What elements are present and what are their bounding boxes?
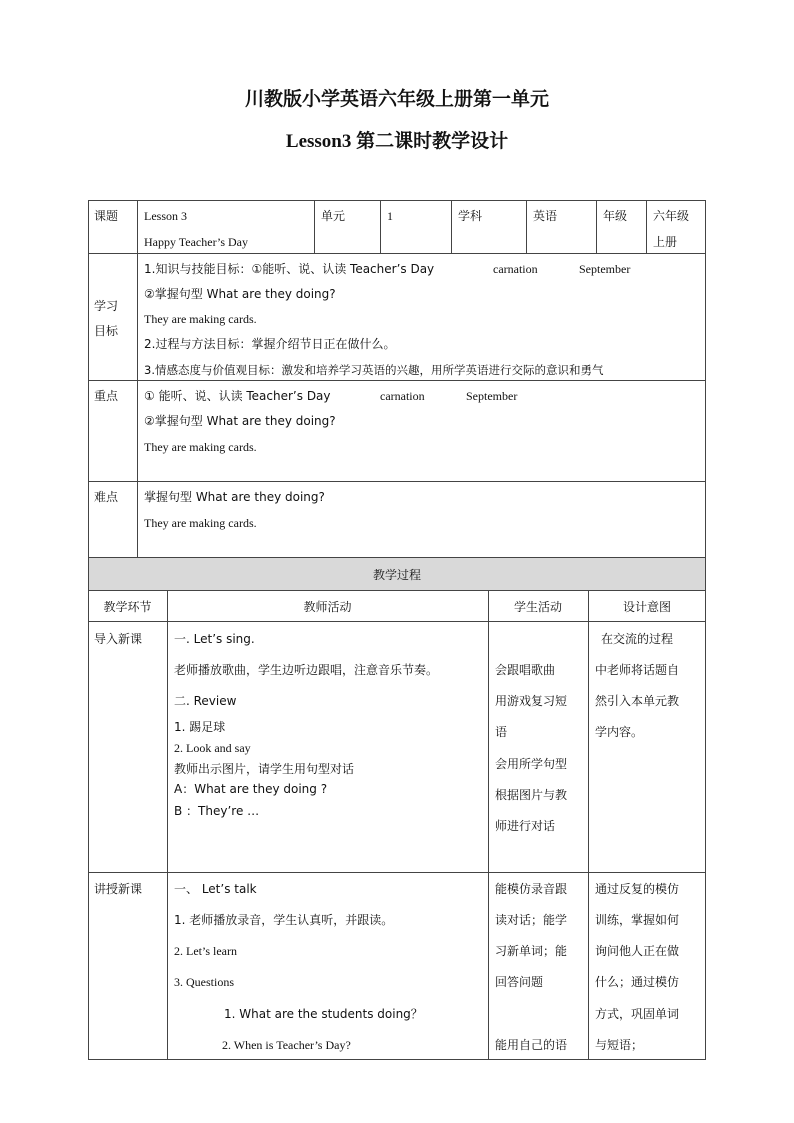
- key-points-label: 重点: [94, 389, 119, 403]
- stage2-student-line: 读对话；能学: [495, 913, 568, 927]
- objectives-line2: ②掌握句型 What are they doing?: [144, 287, 336, 301]
- difficult-points-line2: They are making cards.: [144, 516, 257, 530]
- stage1-student-line: 会跟唱歌曲: [495, 663, 556, 677]
- stage1-student-line: 会用所学句型: [495, 757, 568, 771]
- column-teacher-activity: 教师活动: [303, 600, 352, 614]
- stage2-teacher-line: 3. Questions: [174, 975, 234, 989]
- subject-label: 学科: [458, 209, 483, 223]
- stage1-intent-line: 学内容。: [595, 725, 644, 739]
- stage2-name: 讲授新课: [94, 882, 143, 896]
- document-subtitle: Lesson3 第二课时教学设计: [285, 131, 509, 152]
- stage2-teacher-line: 2. Let’s learn: [174, 944, 237, 958]
- column-design-intent: 设计意图: [622, 600, 671, 614]
- stage2-intent-line: 训练，掌握如何: [595, 913, 680, 927]
- stage1-name: 导入新课: [94, 632, 143, 646]
- course-label: 课题: [94, 209, 119, 223]
- stage2-student-line: 能用自己的语: [495, 1038, 568, 1052]
- grade-label: 年级: [603, 209, 628, 223]
- stage2-teacher-line: 1. 老师播放录音，学生认真听，并跟读。: [174, 913, 394, 927]
- objectives-line1-september: September: [579, 262, 631, 276]
- stage2-teacher-line: 一、 Let’s talk: [174, 882, 257, 896]
- stage2-student-line: 习新单词；能: [495, 944, 568, 958]
- course-name-line2: Happy Teacher’s Day: [144, 235, 249, 249]
- difficult-points-line1: 掌握句型 What are they doing?: [144, 490, 325, 504]
- key-points-line1-carnation: carnation: [380, 389, 425, 403]
- grade-value-line1: 六年级: [653, 209, 690, 223]
- stage1-student-line: 语: [495, 725, 508, 739]
- stage1-teacher-line: 老师播放歌曲，学生边听边跟唱，注意音乐节奏。: [174, 663, 439, 677]
- stage1-teacher-line: A：What are they doing ?: [174, 782, 328, 796]
- objectives-line3: They are making cards.: [144, 312, 257, 326]
- key-points-line3: They are making cards.: [144, 440, 257, 454]
- stage2-intent-line: 什么；通过模仿: [595, 975, 680, 989]
- subject-value: 英语: [533, 209, 558, 223]
- stage2-student-line: 回答问题: [495, 975, 544, 989]
- objectives-line4: 2.过程与方法目标：掌握介绍节日正在做什么。: [144, 337, 396, 351]
- grade-value-line2: 上册: [653, 235, 678, 249]
- stage1-teacher-line: B ：They’re …: [174, 804, 260, 818]
- stage2-teacher-line: 1. What are the students doing？: [224, 1007, 423, 1021]
- stage2-intent-line: 通过反复的模仿: [595, 882, 680, 896]
- objectives-line1-carnation: carnation: [493, 262, 538, 276]
- key-points-line1: ① 能听、说、认读 Teacher’s Day: [144, 389, 331, 403]
- objectives-label-line2: 目标: [94, 324, 119, 338]
- stage2-intent-line: 询问他人正在做: [595, 944, 680, 958]
- objectives-line5: 3.情感态度与价值观目标：激发和培养学习英语的兴趣，用所学英语进行交际的意识和勇气: [144, 363, 604, 377]
- column-stage: 教学环节: [103, 600, 152, 614]
- stage2-intent-line: 方式，巩固单词: [595, 1007, 680, 1021]
- stage1-teacher-line: 二. Review: [174, 694, 237, 708]
- key-points-line1-september: September: [466, 389, 518, 403]
- stage1-student-line: 根据图片与教: [495, 788, 568, 802]
- stage1-intent-line: 在交流的过程: [601, 632, 674, 646]
- stage1-intent-line: 然引入本单元教: [595, 694, 680, 708]
- process-header: 教学过程: [372, 568, 421, 582]
- stage2-teacher-line: 2. When is Teacher’s Day?: [222, 1038, 351, 1052]
- stage2-intent-line: 与短语；: [595, 1038, 644, 1052]
- stage1-teacher-line: 1. 踢足球: [174, 720, 226, 734]
- course-name-line1: Lesson 3: [144, 209, 187, 223]
- stage1-teacher-line: 一. Let’s sing.: [174, 632, 255, 646]
- stage1-student-line: 用游戏复习短: [495, 694, 568, 708]
- objectives-line1: 1.知识与技能目标：①能听、说、认读 Teacher’s Day: [144, 262, 435, 276]
- stage1-student-line: 师进行对话: [495, 819, 556, 833]
- stage2-student-line: 能模仿录音跟: [495, 882, 568, 896]
- unit-label: 单元: [321, 209, 346, 223]
- stage1-teacher-line: 教师出示图片，请学生用句型对话: [174, 762, 355, 776]
- objectives-label-line1: 学习: [94, 299, 119, 313]
- document-title: 川教版小学英语六年级上册第一单元: [244, 88, 549, 110]
- key-points-line2: ②掌握句型 What are they doing?: [144, 414, 336, 428]
- difficult-points-label: 难点: [94, 490, 119, 504]
- unit-value: 1: [387, 209, 393, 223]
- stage1-intent-line: 中老师将话题自: [595, 663, 680, 677]
- column-student-activity: 学生活动: [513, 600, 562, 614]
- stage1-teacher-line: 2. Look and say: [174, 741, 251, 755]
